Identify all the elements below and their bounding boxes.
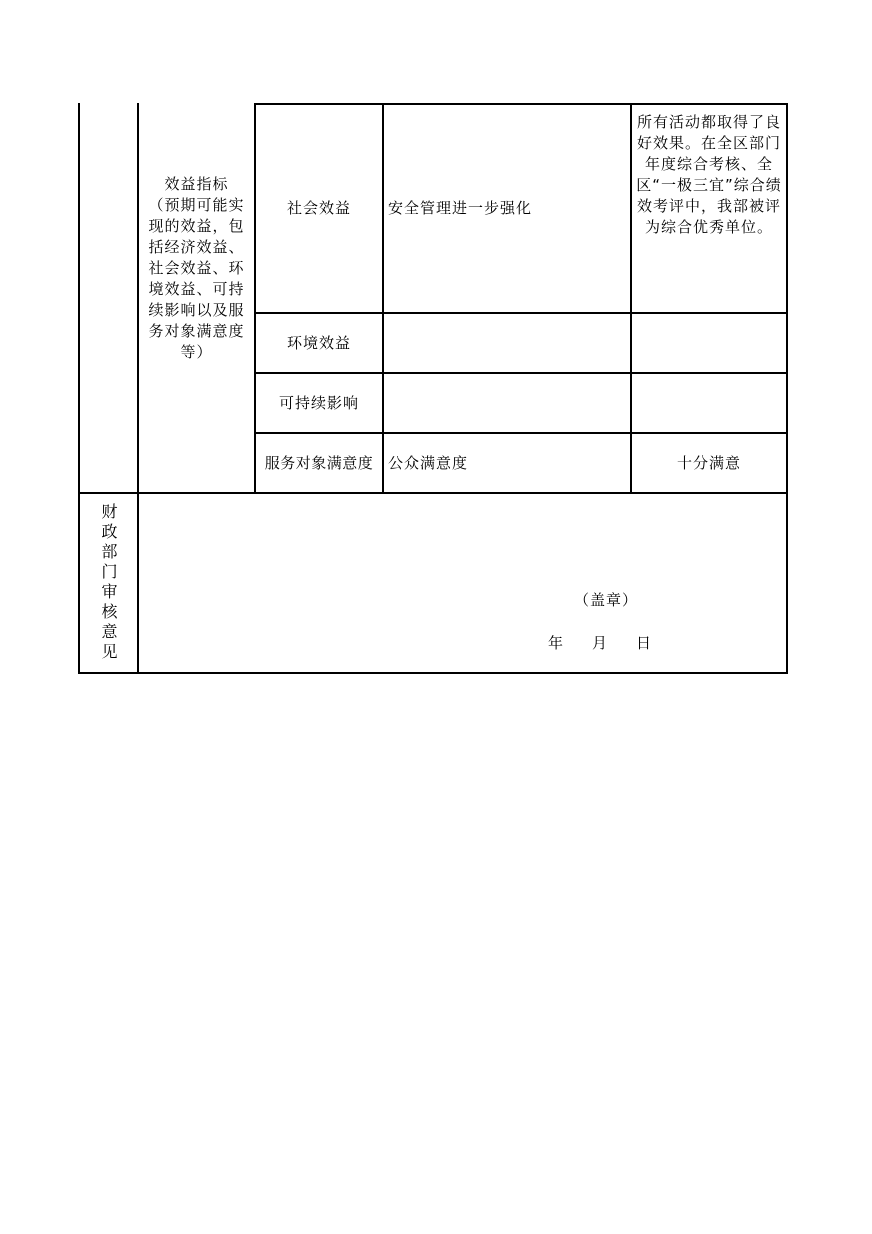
indicator-sustainable-impact: 可持续影响 xyxy=(278,393,359,412)
target-environmental-benefit xyxy=(384,314,630,372)
date-day-label: 日 xyxy=(636,634,653,652)
target-sustainable-impact xyxy=(384,374,630,432)
target-service-satisfaction: 公众满意度 xyxy=(388,453,469,472)
indicator-social-benefit: 社会效益 xyxy=(286,199,351,217)
date-month-label: 月 xyxy=(592,634,609,652)
result-social-benefit: 所有活动都取得了良好效果。在全区部门年度综合考核、全区“一极三宜”综合绩效考评中，我部被评为综合优秀单位。 xyxy=(636,113,782,236)
indicator-environmental-benefit: 环境效益 xyxy=(286,333,351,352)
finance-review-label-cell xyxy=(80,494,137,672)
table-border-right xyxy=(786,103,788,674)
finance-review-label: 财政部门审核意见 xyxy=(99,503,118,663)
column-divider-1 xyxy=(137,103,139,674)
seal-placeholder: （盖章） xyxy=(574,591,639,609)
result-environmental-benefit xyxy=(632,314,786,372)
result-service-satisfaction: 十分满意 xyxy=(676,453,741,472)
benefit-category-label: 效益指标 （预期可能实现的效益，包括经济效益、社会效益、环境效益、可持续影响以及服务对象满意度等） xyxy=(148,174,245,361)
result-sustainable-impact xyxy=(632,374,786,432)
date-year-label: 年 xyxy=(548,634,565,652)
target-social-benefit: 安全管理进一步强化 xyxy=(388,199,533,217)
indicator-service-satisfaction: 服务对象满意度 xyxy=(264,453,374,472)
section-divider xyxy=(78,492,788,494)
table-border-bottom xyxy=(78,672,788,674)
